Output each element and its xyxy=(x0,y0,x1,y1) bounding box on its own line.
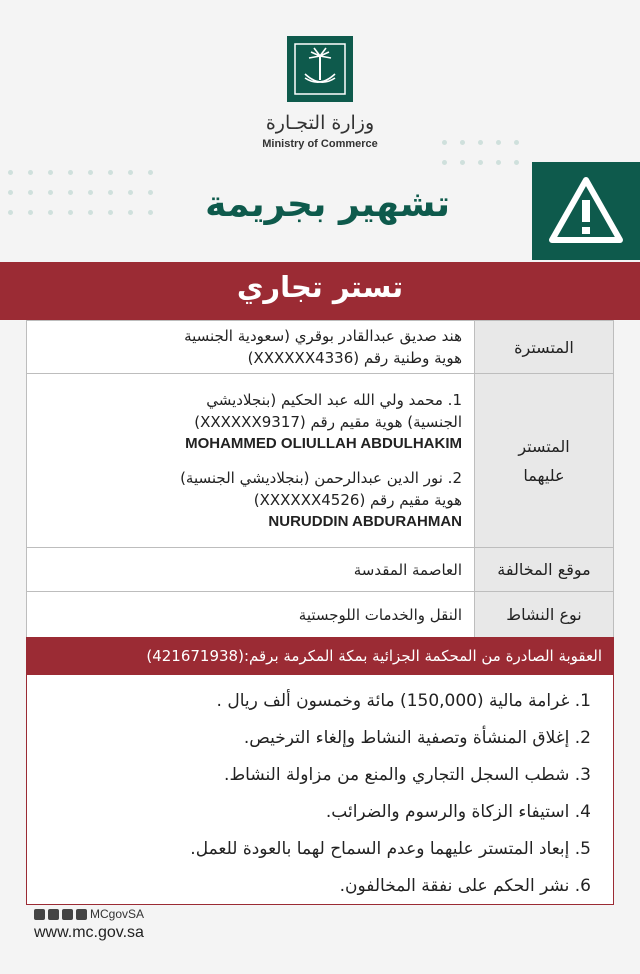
list-item: 4. استيفاء الزكاة والرسوم والضرائب. xyxy=(325,802,591,822)
decorative-dot xyxy=(148,170,153,175)
decorative-dot xyxy=(8,210,13,215)
ministry-name-arabic: وزارة التجـارة xyxy=(265,112,375,134)
decorative-dot xyxy=(48,210,53,215)
decorative-dot xyxy=(48,170,53,175)
social-handle: MCgovSA xyxy=(90,907,145,921)
decorative-dot xyxy=(514,160,519,165)
decorative-dot xyxy=(68,190,73,195)
snapchat-icon[interactable] xyxy=(76,909,87,920)
decorative-dot xyxy=(108,190,113,195)
decorative-dots-left xyxy=(8,170,178,230)
person2-line-1: 2. نور الدين عبدالرحمن (بنجلاديشي الجنسية) xyxy=(180,468,462,487)
decorative-dot xyxy=(128,190,133,195)
table-row xyxy=(27,374,614,548)
decorative-dot xyxy=(442,140,447,145)
facebook-icon[interactable] xyxy=(48,909,59,920)
subtitle: تستر تجاري xyxy=(236,270,404,304)
value-concealed xyxy=(27,374,475,548)
ministry-logo xyxy=(287,36,353,102)
social-handles xyxy=(34,907,144,921)
decorative-dot xyxy=(108,170,113,175)
decorative-dot xyxy=(442,160,447,165)
twitter-icon[interactable] xyxy=(34,909,45,920)
decorative-dot xyxy=(496,140,501,145)
penalty-heading: العقوبة الصادرة من المحكمة الجزائية بمكة المكرمة برقم:(421671938) xyxy=(26,637,614,675)
decorative-dot xyxy=(88,190,93,195)
penalty-list xyxy=(27,675,613,905)
penalty-list-box xyxy=(26,675,614,905)
decorative-dot xyxy=(28,210,33,215)
list-item: 2. إغلاق المنشأة وتصفية النشاط وإلغاء الترخيص. xyxy=(243,728,591,748)
decorative-dot xyxy=(68,210,73,215)
value-activity: النقل والخدمات اللوجستية xyxy=(27,592,475,638)
decorative-dot xyxy=(28,190,33,195)
decorative-dot xyxy=(460,160,465,165)
ministry-name-english: Ministry of Commerce xyxy=(262,138,378,150)
decorative-dot xyxy=(148,210,153,215)
list-item: 5. إبعاد المتستر عليهما وعدم السماح لهما بالعودة للعمل. xyxy=(190,839,591,859)
instagram-icon[interactable] xyxy=(62,909,73,920)
decorative-dot xyxy=(478,160,483,165)
warning-icon xyxy=(546,174,626,248)
table-row xyxy=(27,548,614,592)
warning-box xyxy=(532,162,640,260)
decorative-dot xyxy=(128,210,133,215)
list-item: 1. غرامة مالية (150,000) مائة وخمسون ألف ريال . xyxy=(216,691,591,711)
case-details-table xyxy=(26,320,614,638)
label-concealed-line-1: المتستر xyxy=(518,436,570,456)
person2-english-name: NURUDDIN ABDURAHMAN xyxy=(268,512,462,530)
concealer-line-1: هند صديق عبدالقادر بوقري (سعودية الجنسية xyxy=(184,327,462,345)
page-title: تشهير بجريمة xyxy=(205,184,450,225)
decorative-dot xyxy=(460,140,465,145)
decorative-dot xyxy=(514,140,519,145)
decorative-dot xyxy=(88,210,93,215)
decorative-dot xyxy=(88,170,93,175)
table-row xyxy=(27,592,614,638)
label-concealed-line-2: عليهما xyxy=(523,465,565,485)
decorative-dot xyxy=(496,160,501,165)
person2-line-2: هوية مقيم رقم (XXXXXX4526) xyxy=(253,490,462,509)
decorative-dot xyxy=(128,170,133,175)
decorative-dot xyxy=(68,170,73,175)
value-concealer xyxy=(27,321,475,374)
label-activity: نوع النشاط xyxy=(475,592,614,638)
list-item: 3. شطب السجل التجاري والمنع من مزاولة النشاط. xyxy=(224,765,591,785)
decorative-dot xyxy=(28,170,33,175)
table-row xyxy=(27,321,614,374)
website-link[interactable]: www.mc.gov.sa xyxy=(34,924,144,941)
label-location: موقع المخالفة xyxy=(475,548,614,592)
decorative-dot xyxy=(148,190,153,195)
decorative-dot xyxy=(108,210,113,215)
decorative-dots-right xyxy=(442,140,532,170)
list-item: 6. نشر الحكم على نفقة المخالفون. xyxy=(339,876,591,896)
decorative-dot xyxy=(48,190,53,195)
person1-line-1: 1. محمد ولي الله عبد الحكيم (بنجلاديشي xyxy=(206,390,462,409)
palm-swords-emblem-icon xyxy=(287,36,353,102)
person1-line-2: الجنسية) هوية مقيم رقم (XXXXXX9317) xyxy=(194,412,462,431)
label-concealed xyxy=(475,374,614,548)
decorative-dot xyxy=(8,190,13,195)
label-concealer: المتسترة xyxy=(475,321,614,374)
concealer-line-2: هوية وطنية رقم (XXXXXX4336) xyxy=(247,349,462,367)
value-location: العاصمة المقدسة xyxy=(27,548,475,592)
decorative-dot xyxy=(478,140,483,145)
person1-english-name: MOHAMMED OLIULLAH ABDULHAKIM xyxy=(185,434,462,452)
decorative-dot xyxy=(8,170,13,175)
